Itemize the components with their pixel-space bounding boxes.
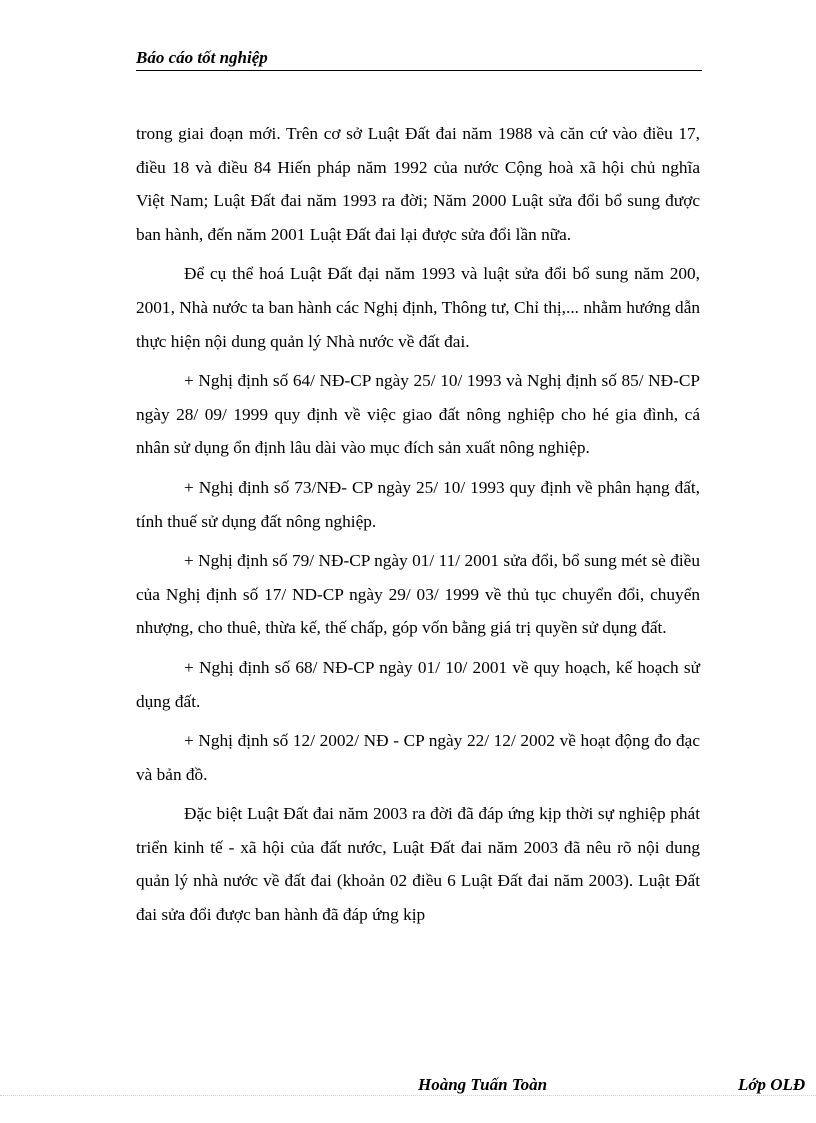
- paragraph: trong giai đoạn mới. Trên cơ sở Luật Đất đai năm 1988 và căn cứ vào điều 17, điều 18 và điều 84 Hiến pháp năm 1992 của nước Cộng hoà xã hội chủ nghĩa Việt Nam; Luật Đất đai năm 1993 ra đời; Năm 2000 Luật sửa đổi bổ sung được ban hành, đến năm 2001 Luật Đất đai lại được sửa đổi lần nữa.: [136, 124, 700, 244]
- footer-class: Lớp OLĐ: [738, 1075, 806, 1094]
- footer-divider: [0, 1095, 816, 1096]
- list-item: + Nghị định số 12/ 2002/ NĐ - CP ngày 22/ 12/ 2002 về hoạt động đo đạc và bản đồ.: [136, 731, 700, 784]
- document-body: [136, 117, 700, 938]
- list-item: + Nghị định số 64/ NĐ-CP ngày 25/ 10/ 1993 và Nghị định số 85/ NĐ-CP ngày 28/ 09/ 1999 quy định về việc giao đất nông nghiệp cho hé gia đình, cá nhân sử dụng ổn định lâu dài vào mục đích sản xuất nông nghiệp.: [136, 371, 700, 458]
- paragraph: Đặc biệt Luật Đất đai năm 2003 ra đời đã đáp ứng kịp thời sự nghiệp phát triển kinh tế - xã hội của đất nước, Luật Đất đai năm 2003 đã nêu rõ nội dung quản lý nhà nước về đất đai (khoản 02 điều 6 Luật Đất đai năm 2003). Luật Đất đai sửa đổi được ban hành đã đáp ứng kịp: [136, 804, 700, 925]
- header-title: Báo cáo tốt nghiệp: [136, 48, 268, 67]
- list-item: + Nghị định số 73/NĐ- CP ngày 25/ 10/ 1993 quy định về phân hạng đất, tính thuế sử dụng đất nông nghiệp.: [136, 477, 700, 531]
- page-header: [136, 48, 702, 71]
- footer-author: Hoàng Tuấn Toàn: [418, 1075, 548, 1094]
- list-item: + Nghị định số 68/ NĐ-CP ngày 01/ 10/ 2001 về quy hoạch, kế hoạch sử dụng đất.: [136, 657, 700, 711]
- paragraph: Để cụ thể hoá Luật Đất đại năm 1993 và luật sửa đổi bổ sung năm 200, 2001, Nhà nước ta ban hành các Nghị định, Thông tư, Chỉ thị,... nhằm hướng dẫn thực hiện nội dung quản lý Nhà nước về đất đai.: [136, 264, 700, 351]
- list-item: + Nghị định số 79/ NĐ-CP ngày 01/ 11/ 2001 sửa đổi, bổ sung mét sè điều của Nghị định số 17/ ND-CP ngày 29/ 03/ 1999 về thủ tục chuyển đổi, chuyển nhượng, cho thuê, thừa kế, thế chấp, góp vốn bằng giá trị quyền sử dụng đất.: [136, 551, 700, 638]
